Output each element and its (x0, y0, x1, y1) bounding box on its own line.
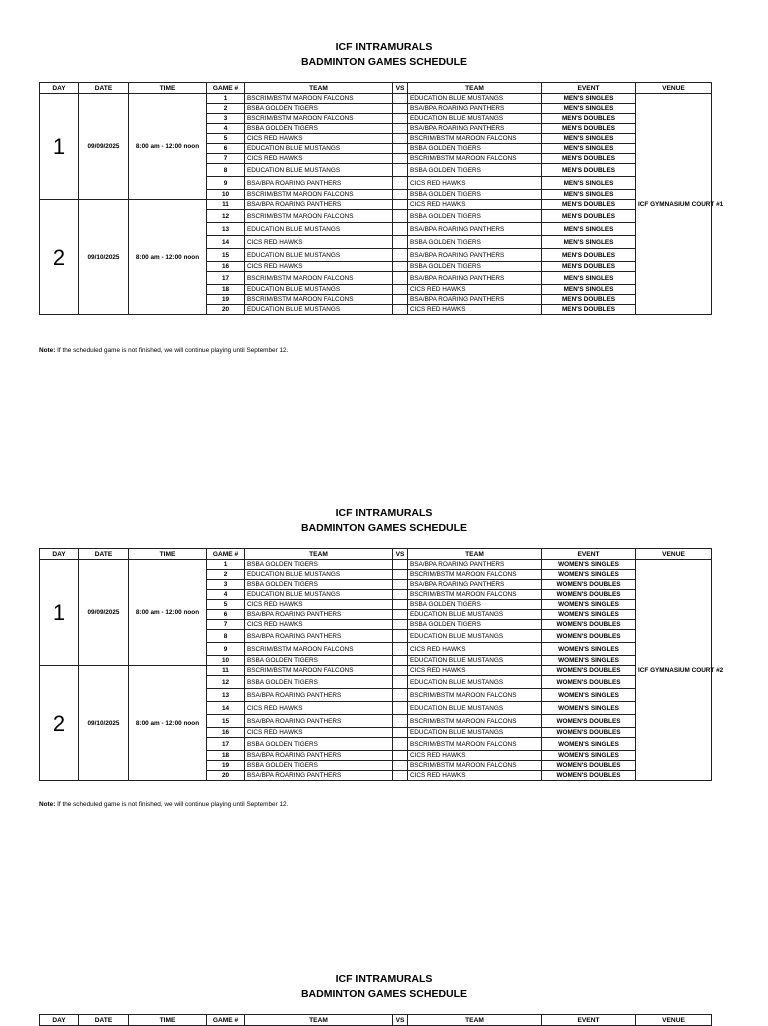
vs-cell (393, 154, 408, 164)
team-away: BSCRIM/BSTM MAROON FALCONS (408, 761, 542, 771)
team-home: BSBA GOLDEN TIGERS (245, 676, 393, 689)
team-home: BSCRIM/BSTM MAROON FALCONS (245, 666, 393, 676)
event-cell: MEN'S SINGLES (542, 223, 636, 236)
game-number: 10 (207, 656, 245, 666)
table-row (40, 94, 712, 104)
vs-cell (393, 590, 408, 600)
time-cell: 8:00 am - 12:00 noon (129, 200, 207, 315)
game-number: 4 (207, 124, 245, 134)
column-header: VENUE (636, 549, 712, 560)
team-away: BSBA GOLDEN TIGERS (408, 164, 542, 177)
vs-cell (393, 643, 408, 656)
event-cell: MEN'S SINGLES (542, 144, 636, 154)
team-home: BSCRIM/BSTM MAROON FALCONS (245, 190, 393, 200)
vs-cell (393, 728, 408, 738)
event-cell: WOMEN'S DOUBLES (542, 676, 636, 689)
date-cell: 09/10/2025 (79, 666, 129, 781)
venue-cell: ICF GYMNASIUM COURT #2 (636, 560, 712, 781)
sheet-subtitle: BADMINTON GAMES SCHEDULE (300, 522, 468, 534)
event-cell: MEN'S DOUBLES (542, 305, 636, 315)
column-header: DAY (40, 83, 79, 94)
event-cell: MEN'S DOUBLES (542, 154, 636, 164)
vs-cell (393, 676, 408, 689)
team-home: CICS RED HAWKS (245, 728, 393, 738)
team-home: EDUCATION BLUE MUSTANGS (245, 164, 393, 177)
vs-cell (393, 236, 408, 249)
column-header: GAME # (207, 83, 245, 94)
team-away: CICS RED HAWKS (408, 177, 542, 190)
table-row (40, 200, 712, 210)
game-number: 4 (207, 590, 245, 600)
team-away: EDUCATION BLUE MUSTANGS (408, 94, 542, 104)
game-number: 12 (207, 676, 245, 689)
vs-cell (393, 751, 408, 761)
game-number: 20 (207, 305, 245, 315)
game-number: 19 (207, 761, 245, 771)
vs-cell (393, 610, 408, 620)
event-cell: MEN'S DOUBLES (542, 164, 636, 177)
day-cell: 2 (40, 200, 79, 315)
game-number: 8 (207, 630, 245, 643)
vs-cell (393, 262, 408, 272)
game-number: 13 (207, 689, 245, 702)
team-home: BSBA GOLDEN TIGERS (245, 738, 393, 751)
vs-cell (393, 104, 408, 114)
game-number: 19 (207, 295, 245, 305)
event-cell: WOMEN'S DOUBLES (542, 666, 636, 676)
game-number: 18 (207, 751, 245, 761)
team-home: BSA/BPA ROARING PANTHERS (245, 177, 393, 190)
schedule-note-1 (39, 347, 288, 354)
team-away: BSBA GOLDEN TIGERS (408, 190, 542, 200)
team-home: BSCRIM/BSTM MAROON FALCONS (245, 114, 393, 124)
team-home: BSCRIM/BSTM MAROON FALCONS (245, 643, 393, 656)
game-number: 15 (207, 249, 245, 262)
team-away: BSCRIM/BSTM MAROON FALCONS (408, 134, 542, 144)
game-number: 14 (207, 702, 245, 715)
event-cell: WOMEN'S SINGLES (542, 643, 636, 656)
team-away: BSBA GOLDEN TIGERS (408, 210, 542, 223)
time-cell: 8:00 am - 12:00 noon (129, 94, 207, 200)
vs-cell (393, 305, 408, 315)
event-cell: MEN'S DOUBLES (542, 210, 636, 223)
vs-cell (393, 285, 408, 295)
event-cell: MEN'S SINGLES (542, 104, 636, 114)
team-away: BSBA GOLDEN TIGERS (408, 262, 542, 272)
event-cell: WOMEN'S DOUBLES (542, 715, 636, 728)
event-cell: WOMEN'S SINGLES (542, 689, 636, 702)
vs-cell (393, 223, 408, 236)
column-header: VENUE (636, 83, 712, 94)
team-away: BSCRIM/BSTM MAROON FALCONS (408, 689, 542, 702)
game-number: 5 (207, 134, 245, 144)
game-number: 6 (207, 144, 245, 154)
column-header: TEAM (245, 1015, 393, 1026)
column-header: GAME # (207, 1015, 245, 1026)
event-cell: MEN'S DOUBLES (542, 114, 636, 124)
team-away: CICS RED HAWKS (408, 305, 542, 315)
event-cell: WOMEN'S SINGLES (542, 656, 636, 666)
game-number: 7 (207, 154, 245, 164)
game-number: 3 (207, 580, 245, 590)
schedule-sheet-3 (0, 972, 768, 1002)
team-away: BSA/BPA ROARING PANTHERS (408, 223, 542, 236)
team-away: BSA/BPA ROARING PANTHERS (408, 272, 542, 285)
team-away: BSCRIM/BSTM MAROON FALCONS (408, 154, 542, 164)
event-cell: WOMEN'S SINGLES (542, 600, 636, 610)
game-number: 16 (207, 728, 245, 738)
vs-cell (393, 738, 408, 751)
team-home: BSA/BPA ROARING PANTHERS (245, 771, 393, 781)
schedule-sheet-1 (0, 40, 768, 70)
team-away: BSA/BPA ROARING PANTHERS (408, 295, 542, 305)
vs-cell (393, 177, 408, 190)
team-away: BSA/BPA ROARING PANTHERS (408, 249, 542, 262)
team-away: EDUCATION BLUE MUSTANGS (408, 702, 542, 715)
team-home: EDUCATION BLUE MUSTANGS (245, 570, 393, 580)
game-number: 8 (207, 164, 245, 177)
team-home: BSA/BPA ROARING PANTHERS (245, 689, 393, 702)
column-header: DATE (79, 549, 129, 560)
event-cell: WOMEN'S DOUBLES (542, 580, 636, 590)
sheet-title: ICF INTRAMURALS (335, 41, 433, 53)
team-away: EDUCATION BLUE MUSTANGS (408, 728, 542, 738)
event-cell: WOMEN'S DOUBLES (542, 630, 636, 643)
team-home: EDUCATION BLUE MUSTANGS (245, 144, 393, 154)
vs-cell (393, 600, 408, 610)
team-away: EDUCATION BLUE MUSTANGS (408, 630, 542, 643)
team-home: EDUCATION BLUE MUSTANGS (245, 590, 393, 600)
team-away: BSCRIM/BSTM MAROON FALCONS (408, 590, 542, 600)
vs-cell (393, 94, 408, 104)
column-header: TEAM (245, 83, 393, 94)
team-home: CICS RED HAWKS (245, 236, 393, 249)
team-away: BSCRIM/BSTM MAROON FALCONS (408, 570, 542, 580)
column-header: DAY (40, 1015, 79, 1026)
event-cell: WOMEN'S DOUBLES (542, 590, 636, 600)
team-away: BSBA GOLDEN TIGERS (408, 144, 542, 154)
team-home: CICS RED HAWKS (245, 620, 393, 630)
team-away: BSCRIM/BSTM MAROON FALCONS (408, 715, 542, 728)
game-number: 12 (207, 210, 245, 223)
note-label: Note: (39, 347, 56, 354)
table-row (40, 666, 712, 676)
day-cell: 1 (40, 94, 79, 200)
game-number: 17 (207, 738, 245, 751)
team-home: BSCRIM/BSTM MAROON FALCONS (245, 272, 393, 285)
game-number: 17 (207, 272, 245, 285)
vs-cell (393, 715, 408, 728)
team-home: BSCRIM/BSTM MAROON FALCONS (245, 295, 393, 305)
team-away: CICS RED HAWKS (408, 200, 542, 210)
column-header: VS (393, 83, 408, 94)
team-away: BSBA GOLDEN TIGERS (408, 600, 542, 610)
game-number: 1 (207, 94, 245, 104)
header-row (40, 83, 712, 94)
game-number: 2 (207, 104, 245, 114)
game-number: 9 (207, 177, 245, 190)
team-away: BSBA GOLDEN TIGERS (408, 236, 542, 249)
event-cell: WOMEN'S SINGLES (542, 570, 636, 580)
vs-cell (393, 702, 408, 715)
column-header: VS (393, 1015, 408, 1026)
team-home: CICS RED HAWKS (245, 600, 393, 610)
game-number: 16 (207, 262, 245, 272)
vs-cell (393, 560, 408, 570)
game-number: 2 (207, 570, 245, 580)
game-number: 13 (207, 223, 245, 236)
event-cell: WOMEN'S DOUBLES (542, 620, 636, 630)
game-number: 9 (207, 643, 245, 656)
column-header: DAY (40, 549, 79, 560)
schedule-table-2 (39, 548, 724, 781)
column-header: TEAM (408, 549, 542, 560)
team-away: BSA/BPA ROARING PANTHERS (408, 124, 542, 134)
team-home: CICS RED HAWKS (245, 154, 393, 164)
team-away: BSBA GOLDEN TIGERS (408, 620, 542, 630)
event-cell: MEN'S SINGLES (542, 272, 636, 285)
sheet-subtitle: BADMINTON GAMES SCHEDULE (300, 56, 468, 68)
event-cell: MEN'S SINGLES (542, 94, 636, 104)
venue-cell: ICF GYMNASIUM COURT #1 (636, 94, 712, 315)
event-cell: MEN'S DOUBLES (542, 249, 636, 262)
day-cell: 1 (40, 560, 79, 666)
team-home: BSA/BPA ROARING PANTHERS (245, 200, 393, 210)
vs-cell (393, 200, 408, 210)
event-cell: MEN'S SINGLES (542, 177, 636, 190)
team-home: BSA/BPA ROARING PANTHERS (245, 751, 393, 761)
header-row (40, 1015, 712, 1026)
date-cell: 09/09/2025 (79, 94, 129, 200)
vs-cell (393, 210, 408, 223)
event-cell: MEN'S DOUBLES (542, 295, 636, 305)
team-away: CICS RED HAWKS (408, 771, 542, 781)
event-cell: WOMEN'S DOUBLES (542, 771, 636, 781)
column-header: TEAM (408, 1015, 542, 1026)
event-cell: WOMEN'S SINGLES (542, 738, 636, 751)
team-away: CICS RED HAWKS (408, 666, 542, 676)
vs-cell (393, 144, 408, 154)
column-header: TIME (129, 83, 207, 94)
column-header: EVENT (542, 1015, 636, 1026)
game-number: 11 (207, 666, 245, 676)
event-cell: MEN'S SINGLES (542, 285, 636, 295)
team-away: CICS RED HAWKS (408, 285, 542, 295)
vs-cell (393, 249, 408, 262)
vs-cell (393, 272, 408, 285)
column-header: DATE (79, 1015, 129, 1026)
team-away: EDUCATION BLUE MUSTANGS (408, 656, 542, 666)
team-home: BSBA GOLDEN TIGERS (245, 761, 393, 771)
team-home: BSA/BPA ROARING PANTHERS (245, 610, 393, 620)
game-number: 10 (207, 190, 245, 200)
schedule-sheet-2 (0, 506, 768, 536)
team-home: EDUCATION BLUE MUSTANGS (245, 249, 393, 262)
vs-cell (393, 190, 408, 200)
game-number: 5 (207, 600, 245, 610)
team-away: BSA/BPA ROARING PANTHERS (408, 560, 542, 570)
vs-cell (393, 771, 408, 781)
header-row (40, 549, 712, 560)
game-number: 14 (207, 236, 245, 249)
note-text: If the scheduled game is not finished, we will continue playing until September 12. (55, 801, 289, 808)
sheet-subtitle: BADMINTON GAMES SCHEDULE (300, 988, 468, 1000)
vs-cell (393, 761, 408, 771)
team-away: BSA/BPA ROARING PANTHERS (408, 580, 542, 590)
schedule-table-3 (39, 1014, 712, 1026)
team-away: EDUCATION BLUE MUSTANGS (408, 610, 542, 620)
vs-cell (393, 124, 408, 134)
game-number: 1 (207, 560, 245, 570)
event-cell: WOMEN'S SINGLES (542, 702, 636, 715)
vs-cell (393, 620, 408, 630)
schedule-note-2 (39, 801, 288, 808)
event-cell: MEN'S SINGLES (542, 190, 636, 200)
vs-cell (393, 580, 408, 590)
schedule-table-1 (39, 82, 724, 315)
team-home: EDUCATION BLUE MUSTANGS (245, 285, 393, 295)
event-cell: MEN'S DOUBLES (542, 124, 636, 134)
team-away: BSCRIM/BSTM MAROON FALCONS (408, 738, 542, 751)
sheet-title: ICF INTRAMURALS (335, 507, 433, 519)
column-header: GAME # (207, 549, 245, 560)
table-row (40, 560, 712, 570)
vs-cell (393, 295, 408, 305)
team-away: EDUCATION BLUE MUSTANGS (408, 114, 542, 124)
event-cell: MEN'S DOUBLES (542, 200, 636, 210)
team-home: BSA/BPA ROARING PANTHERS (245, 630, 393, 643)
game-number: 7 (207, 620, 245, 630)
team-home: BSCRIM/BSTM MAROON FALCONS (245, 94, 393, 104)
team-home: BSBA GOLDEN TIGERS (245, 104, 393, 114)
event-cell: WOMEN'S DOUBLES (542, 761, 636, 771)
team-home: BSA/BPA ROARING PANTHERS (245, 715, 393, 728)
game-number: 20 (207, 771, 245, 781)
team-home: EDUCATION BLUE MUSTANGS (245, 305, 393, 315)
time-cell: 8:00 am - 12:00 noon (129, 666, 207, 781)
event-cell: WOMEN'S DOUBLES (542, 728, 636, 738)
event-cell: MEN'S SINGLES (542, 236, 636, 249)
column-header: VS (393, 549, 408, 560)
team-home: BSCRIM/BSTM MAROON FALCONS (245, 210, 393, 223)
column-header: TIME (129, 1015, 207, 1026)
vs-cell (393, 666, 408, 676)
team-home: CICS RED HAWKS (245, 262, 393, 272)
day-cell: 2 (40, 666, 79, 781)
game-number: 11 (207, 200, 245, 210)
vs-cell (393, 164, 408, 177)
date-cell: 09/09/2025 (79, 560, 129, 666)
column-header: TIME (129, 549, 207, 560)
note-text: If the scheduled game is not finished, we will continue playing until September 12. (55, 347, 289, 354)
team-away: CICS RED HAWKS (408, 643, 542, 656)
team-home: BSBA GOLDEN TIGERS (245, 560, 393, 570)
event-cell: WOMEN'S SINGLES (542, 560, 636, 570)
team-away: CICS RED HAWKS (408, 751, 542, 761)
game-number: 6 (207, 610, 245, 620)
team-away: BSA/BPA ROARING PANTHERS (408, 104, 542, 114)
event-cell: MEN'S DOUBLES (542, 262, 636, 272)
column-header: DATE (79, 83, 129, 94)
column-header: EVENT (542, 83, 636, 94)
vs-cell (393, 630, 408, 643)
event-cell: MEN'S SINGLES (542, 134, 636, 144)
vs-cell (393, 134, 408, 144)
game-number: 15 (207, 715, 245, 728)
date-cell: 09/10/2025 (79, 200, 129, 315)
game-number: 3 (207, 114, 245, 124)
event-cell: WOMEN'S SINGLES (542, 751, 636, 761)
team-home: BSBA GOLDEN TIGERS (245, 580, 393, 590)
note-label: Note: (39, 801, 56, 808)
team-home: CICS RED HAWKS (245, 702, 393, 715)
team-home: CICS RED HAWKS (245, 134, 393, 144)
column-header: EVENT (542, 549, 636, 560)
column-header: VENUE (636, 1015, 712, 1026)
vs-cell (393, 656, 408, 666)
vs-cell (393, 570, 408, 580)
team-away: EDUCATION BLUE MUSTANGS (408, 676, 542, 689)
team-home: BSBA GOLDEN TIGERS (245, 656, 393, 666)
vs-cell (393, 689, 408, 702)
vs-cell (393, 114, 408, 124)
time-cell: 8:00 am - 12:00 noon (129, 560, 207, 666)
column-header: TEAM (408, 83, 542, 94)
team-home: EDUCATION BLUE MUSTANGS (245, 223, 393, 236)
event-cell: WOMEN'S SINGLES (542, 610, 636, 620)
game-number: 18 (207, 285, 245, 295)
sheet-title: ICF INTRAMURALS (335, 973, 433, 985)
team-home: BSBA GOLDEN TIGERS (245, 124, 393, 134)
column-header: TEAM (245, 549, 393, 560)
